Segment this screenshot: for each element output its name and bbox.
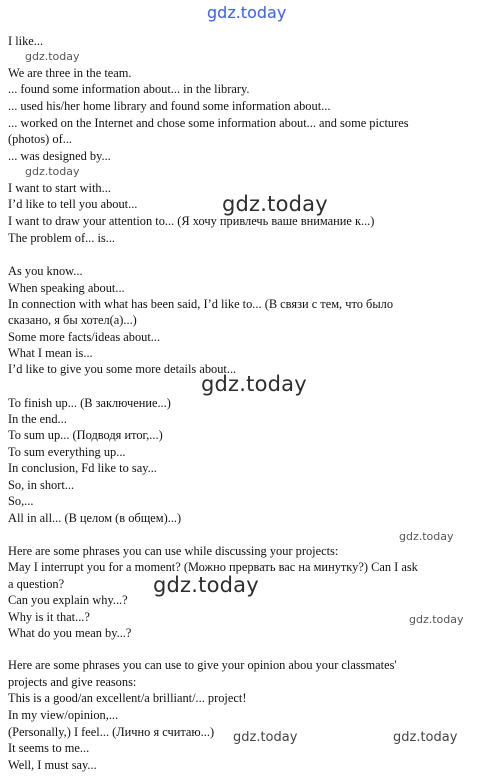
text-line: a question? — [8, 577, 65, 591]
text-line: I want to start with... — [8, 181, 111, 195]
text-line: To sum up... (Подводя итог,...) — [8, 428, 163, 442]
text-line: In the end... — [8, 412, 67, 426]
text-line: сказано, я бы хотел(а)...) — [8, 313, 137, 327]
watermark-small: gdz.today — [399, 530, 454, 543]
text-line: It seems to me... — [8, 741, 90, 755]
watermark-large: gdz.today — [201, 372, 307, 396]
text-line: We are three in the team. — [8, 66, 132, 80]
text-line: What do you mean by...? — [8, 626, 132, 640]
text-line: ... found some information about... in the library. — [8, 82, 250, 96]
watermark-small: gdz.today — [25, 50, 80, 63]
watermark-large: gdz.today — [222, 192, 328, 216]
watermark-medium: gdz.today — [233, 730, 298, 745]
text-line: projects and give reasons: — [8, 675, 137, 689]
text-line: I want to draw your attention to... (Я хочу привлечь ваше внимание к...) — [8, 214, 375, 228]
watermark-medium: gdz.today — [393, 730, 458, 745]
text-line: To finish up... (В заключение...) — [8, 396, 171, 410]
text-line: ... used his/her home library and found some information about... — [8, 99, 331, 113]
watermark-large: gdz.today — [153, 573, 259, 597]
text-line: Here are some phrases you can use while discussing your projects: — [8, 544, 339, 558]
text-line: What I mean is... — [8, 346, 93, 360]
text-line: ... worked on the Internet and chose some information about... and some pictures — [8, 116, 409, 130]
text-line: I’d like to tell you about... — [8, 197, 138, 211]
text-line: So, in short... — [8, 478, 75, 492]
text-line: Can you explain why...? — [8, 593, 128, 607]
text-line: In conclusion, Fd like to say... — [8, 461, 157, 475]
text-line: (photos) of... — [8, 132, 73, 146]
text-line: Why is it that...? — [8, 610, 90, 624]
text-line: I’d like to give you some more details about... — [8, 362, 237, 376]
text-line: To sum everything up... — [8, 445, 126, 459]
text-line: As you know... — [8, 264, 83, 278]
text-line: In my view/opinion,... — [8, 708, 119, 722]
text-line: May I interrupt you for a moment? (Можно прервать вас на минутку?) Can I ask — [8, 560, 418, 574]
watermark-small: gdz.today — [25, 165, 80, 178]
text-line: Some more facts/ideas about... — [8, 330, 161, 344]
text-line: (Personally,) I feel... (Лично я считаю...) — [8, 725, 215, 739]
text-line: When speaking about... — [8, 281, 125, 295]
text-line: Well, I must say... — [8, 758, 97, 772]
text-line: So,... — [8, 494, 34, 508]
watermark-small: gdz.today — [409, 613, 464, 626]
watermark-top: gdz.today — [207, 3, 287, 22]
text-line: ... was designed by... — [8, 149, 111, 163]
text-line: The problem of... is... — [8, 231, 116, 245]
text-line: Here are some phrases you can use to give your opinion abou your classmates' — [8, 658, 397, 672]
text-line: This is a good/an excellent/a brilliant/... project! — [8, 691, 247, 705]
text-line: I like... — [8, 34, 44, 48]
text-line: In connection with what has been said, I’d like to... (В связи с тем, что было — [8, 297, 394, 311]
text-line: All in all... (В целом (в общем)...) — [8, 511, 182, 525]
